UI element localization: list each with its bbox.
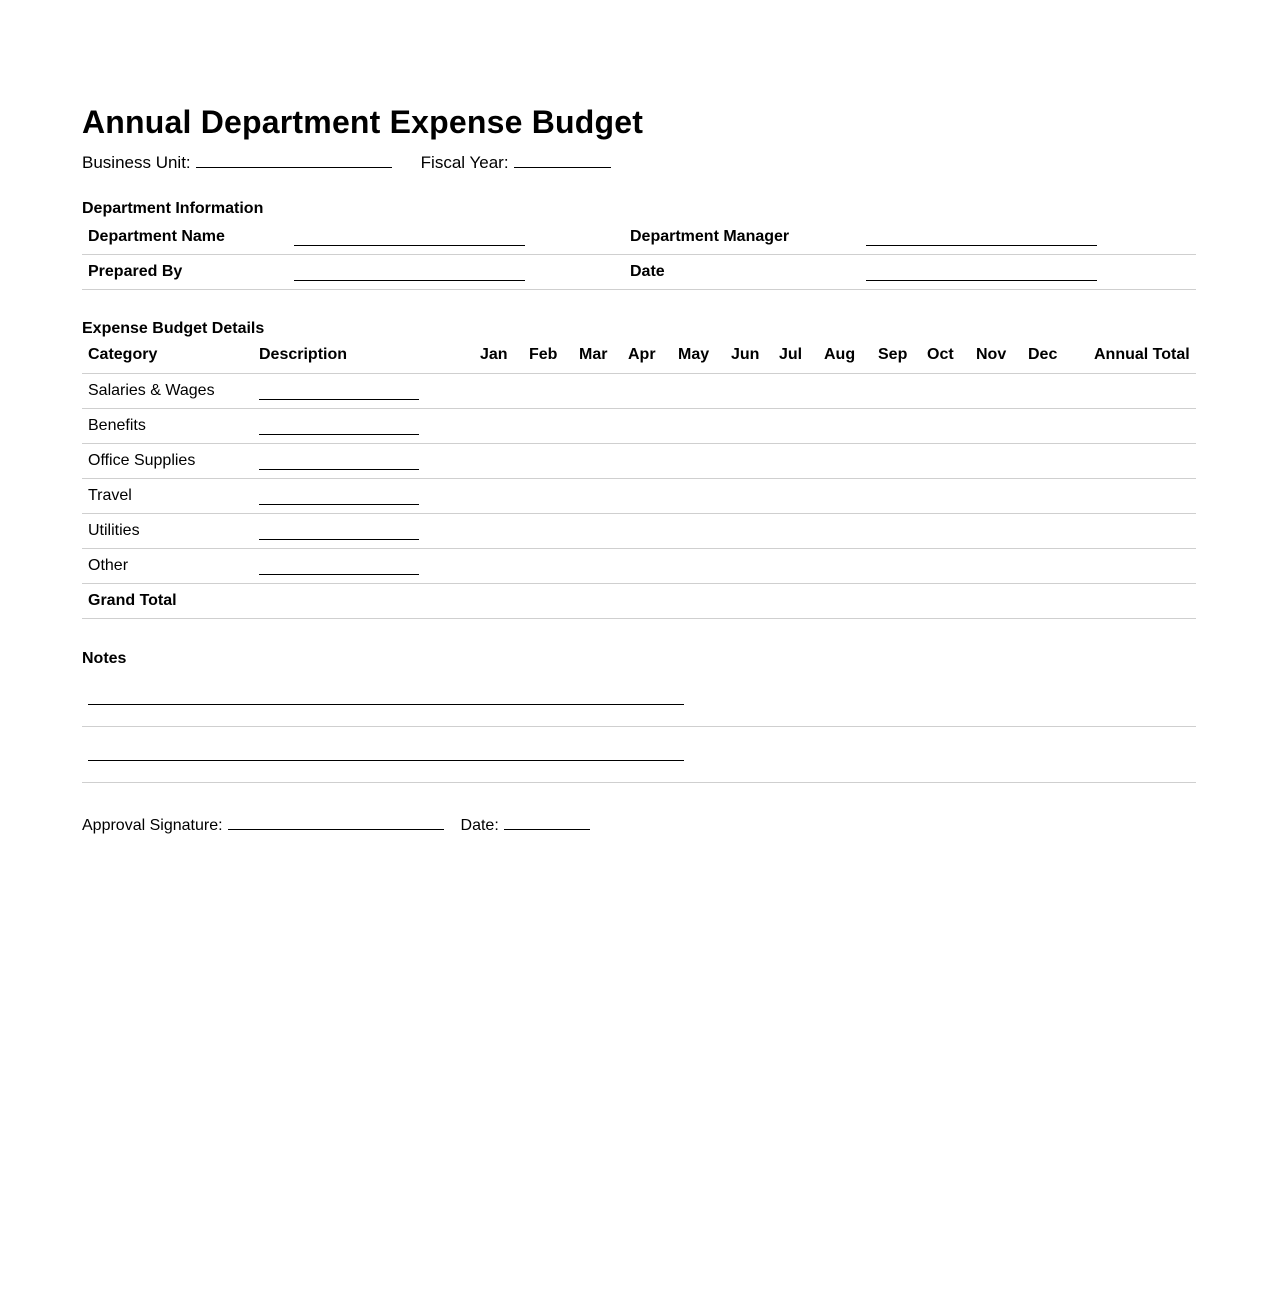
grand-total-label: Grand Total	[88, 592, 177, 609]
annual-total-header: Annual Total	[1094, 346, 1190, 363]
category-cell: Utilities	[88, 522, 140, 539]
category-cell: Salaries & Wages	[88, 382, 215, 399]
approval-signature-field[interactable]	[228, 812, 444, 830]
table-row	[82, 514, 1196, 549]
date-label: Date	[630, 263, 665, 280]
description-field[interactable]	[259, 556, 419, 575]
month-header: Sep	[878, 346, 908, 363]
note-row	[82, 727, 1196, 783]
month-header: Aug	[824, 346, 856, 363]
month-header: Jun	[731, 346, 760, 363]
table-row	[82, 479, 1196, 514]
category-cell: Other	[88, 557, 129, 574]
category-cell: Travel	[88, 487, 132, 504]
category-cell: Benefits	[88, 417, 146, 434]
month-header: Apr	[628, 346, 656, 363]
description-field[interactable]	[259, 416, 419, 435]
category-header: Category	[88, 346, 158, 363]
description-field[interactable]	[259, 486, 419, 505]
budget-details-heading: Expense Budget Details	[82, 320, 265, 337]
category-cell: Office Supplies	[88, 452, 196, 469]
grand-total-row	[82, 584, 1196, 619]
business-unit-label: Business Unit:	[82, 153, 191, 172]
table-row	[82, 409, 1196, 444]
month-header: Feb	[529, 346, 558, 363]
department-name-field[interactable]	[294, 227, 525, 246]
approval-line	[82, 812, 590, 835]
description-header: Description	[259, 346, 348, 363]
budget-table-header	[82, 340, 1196, 374]
info-row-prepared-date	[82, 254, 1196, 290]
month-header: May	[678, 346, 710, 363]
month-header: Jul	[779, 346, 803, 363]
department-info-heading: Department Information	[82, 200, 264, 217]
form-meta	[82, 149, 611, 173]
month-header: Oct	[927, 346, 954, 363]
month-header: Nov	[976, 346, 1007, 363]
approval-signature-label: Approval Signature:	[82, 817, 223, 834]
notes-heading: Notes	[82, 650, 127, 667]
note-line-field[interactable]	[88, 742, 684, 761]
fiscal-year-field[interactable]	[514, 149, 611, 168]
description-field[interactable]	[259, 451, 419, 470]
department-manager-label: Department Manager	[630, 228, 790, 245]
business-unit-field[interactable]	[196, 149, 392, 168]
note-row	[82, 671, 1196, 727]
table-row	[82, 374, 1196, 409]
department-manager-field[interactable]	[866, 227, 1097, 246]
prepared-by-label: Prepared By	[88, 263, 183, 280]
approval-date-label: Date:	[460, 817, 499, 834]
info-row-name-manager	[82, 219, 1196, 255]
table-row	[82, 549, 1196, 584]
prepared-by-field[interactable]	[294, 262, 525, 281]
approval-date-field[interactable]	[504, 812, 590, 830]
date-field[interactable]	[866, 262, 1097, 281]
department-name-label: Department Name	[88, 228, 225, 245]
month-header: Dec	[1028, 346, 1058, 363]
note-line-field[interactable]	[88, 686, 684, 705]
description-field[interactable]	[259, 521, 419, 540]
fiscal-year-label: Fiscal Year:	[420, 153, 509, 172]
month-header: Jan	[480, 346, 508, 363]
month-header: Mar	[579, 346, 608, 363]
description-field[interactable]	[259, 381, 419, 400]
form-title: Annual Department Expense Budget	[82, 104, 644, 140]
table-row	[82, 444, 1196, 479]
